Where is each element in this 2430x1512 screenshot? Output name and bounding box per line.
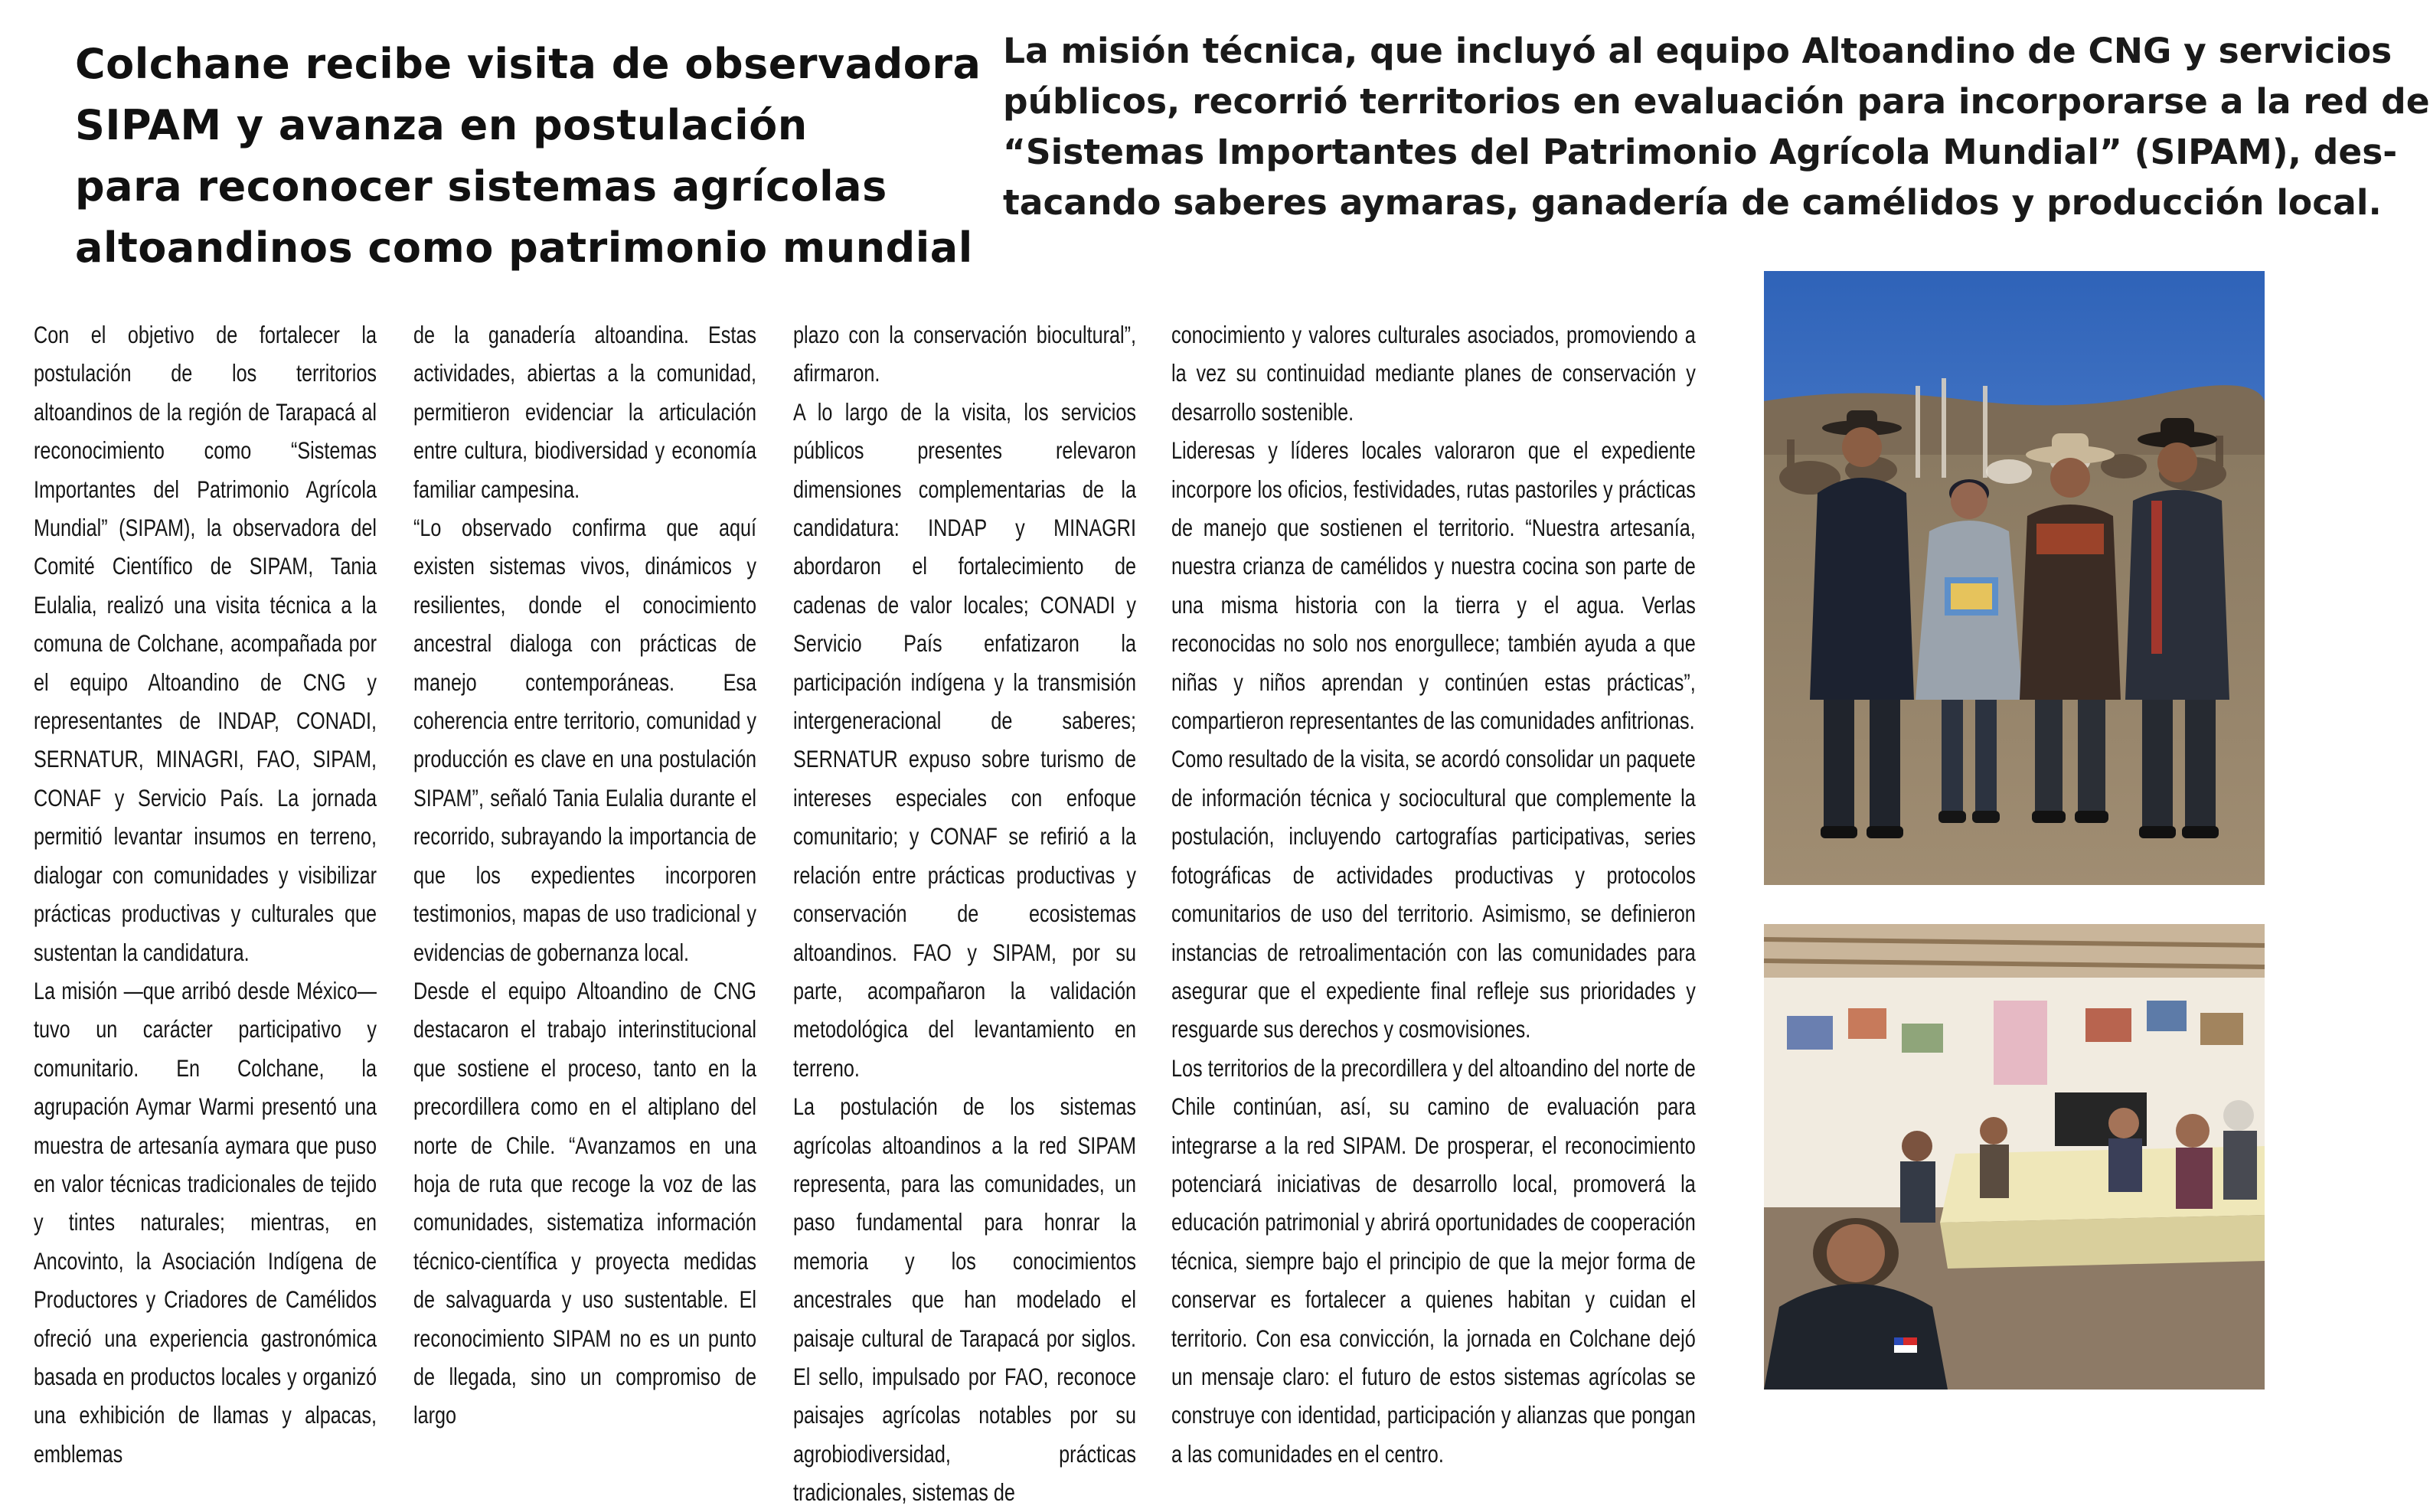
body-paragraph: A lo largo de la visita, los servicios públicos presentes relevaron dimensiones complementarias de la candidatura: INDAP y MINAGRI abordaron el fortalecimiento de cadenas de valor locales; CONADI y Servicio País enfatizaron la participación indígena y la transmisión intergeneracional de saberes; SERNATUR expuso sobre turismo de intereses especiales con enfoque comunitario; y CONAF se refirió a la relación entre prácticas productivas y conservación de ecosistemas altoandinos. FAO y SIPAM, por su parte, acompañaron la validación metodológica del levantamiento en terreno. xyxy=(793,397,1136,1082)
photo-group-portrait xyxy=(1764,271,2265,885)
body-paragraph: La postulación de los sistemas agrícolas altoandinos a la red SIPAM representa, para las comunidades, un paso fundamental para honrar la memoria y los conocimientos ancestrales que han modelado el paisaje cultural de Tarapacá por siglos. El sello, impulsado por FAO, reconoce paisajes agrícolas notables por su agrobiodiversidad, prácticas tradicionales, sistemas de xyxy=(793,1092,1136,1507)
article-column-4 xyxy=(1171,315,1696,1468)
body-paragraph: Como resultado de la visita, se acordó consolidar un paquete de información técnica y sociocultural que complemente la postulación, incluyendo cartografías participativas, series fotográficas de actividades productivas y protocolos comunitarios de uso del territorio. Asimismo, se definieron instancias de retroalimentación con las comunidades para asegurar que el expediente final refleje sus prioridades y resguarde sus derechos y cosmovisiones. xyxy=(1171,745,1696,1043)
body-paragraph: Desde el equipo Altoandino de CNG destacaron el trabajo interinstitucional que sostiene el proceso, tanto en la precordillera como en el altiplano del norte de Chile. “Avanzamos en una hoja de ruta que recoge la voz de las comunidades, sistematiza información técnico-científica y proyecta medidas de salvaguarda y uso sustentable. El reconocimiento SIPAM no es un punto de llegada, sino un compromiso de largo xyxy=(413,976,756,1429)
body-paragraph: conocimiento y valores culturales asociados, promoviendo a la vez su continuidad mediante planes de conservación y desarrollo sostenible. xyxy=(1171,321,1696,426)
article-column-3 xyxy=(793,315,1136,1507)
deck-line: tacando saberes aymaras, ganadería de camélidos y producción local. xyxy=(1003,182,2382,223)
headline-line: SIPAM y avanza en postulación xyxy=(75,101,808,149)
body-paragraph: Los territorios de la precordillera y del altoandino del norte de Chile continúan, así, su camino de evaluación para integrarse a la red SIPAM. De prosperar, el reconocimiento potenciará iniciativas de desarrollo local, promoverá la educación patrimonial y abrirá oportunidades de cooperación técnica, siempre bajo el principio de que la mejor forma de conservar es fortalecer a quienes habitan y cuidan el territorio. Con esa convicción, la jornada en Colchane dejó un mensaje claro: el futuro de estos sistemas agrícolas se construye con identidad, participación y alianzas que pongan a las comunidades en el centro. xyxy=(1171,1053,1696,1468)
headline-line: para reconocer sistemas agrícolas xyxy=(75,162,887,211)
body-paragraph: Lideresas y líderes locales valoraron que el expediente incorpore los oficios, festividades, rutas pastoriles y prácticas de manejo que sostienen el territorio. “Nuestra artesanía, nuestra crianza de camélidos y nuestra cocina son parte de una misma historia con la tierra y el agua. Verlas reconocidas no solo nos enorgullece; también ayuda a que niñas y niños aprendan y continúen estas prácticas”, compartieron representantes de las comunidades anfitrionas. xyxy=(1171,436,1696,735)
deck-line: “Sistemas Importantes del Patrimonio Agrícola Mundial” (SIPAM), des- xyxy=(1003,132,2398,172)
body-paragraph: “Lo observado confirma que aquí existen sistemas vivos, dinámicos y resilientes, donde el conocimiento ancestral dialoga con prácticas de manejo contemporáneas. Esa coherencia entre territorio, comunidad y producción es clave en una postulación SIPAM”, señaló Tania Eulalia durante el recorrido, subrayando la importancia de que los expedientes incorporen testimonios, mapas de uso tradicional y evidencias de gobernanza local. xyxy=(413,514,756,966)
deck-line: públicos, recorrió territorios en evaluación para incorporarse a la red de xyxy=(1003,81,2430,122)
body-paragraph: de la ganadería altoandina. Estas actividades, abiertas a la comunidad, permitieron evidenciar la articulación entre cultura, biodiversidad y economía familiar campesina. xyxy=(413,321,756,503)
body-paragraph: La misión —que arribó desde México— tuvo un carácter participativo y comunitario. En Colchane, la agrupación Aymar Warmi presentó una muestra de artesanía aymara que puso en valor técnicas tradicionales de tejido y tintes naturales; mientras, en Ancovinto, la Asociación Indígena de Productores y Criadores de Camélidos ofreció una experiencia gastronómica basada en productos locales y organizó una exhibición de llamas y alpacas, emblemas xyxy=(34,976,377,1468)
body-paragraph: Con el objetivo de fortalecer la postulación de los territorios altoandinos de la región de Tarapacá al reconocimiento como “Sistemas Importantes del Patrimonio Agrícola Mundial” (SIPAM), la observadora del Comité Científico de SIPAM, Tania Eulalia, realizó una visita técnica a la comuna de Colchane, acompañada por el equipo Altoandino de CNG y representantes de INDAP, CONADI, SERNATUR, MINAGRI, FAO, SIPAM, CONAF y Servicio País. La jornada permitió levantar insumos en terreno, dialogar con comunidades y visibilizar prácticas productivas y culturales que sustentan la candidatura. xyxy=(34,321,377,966)
deck xyxy=(1003,26,2430,228)
article-column-1 xyxy=(34,315,377,1468)
headline-line: Colchane recibe visita de observadora xyxy=(75,40,981,88)
photo-community-meeting xyxy=(1764,924,2265,1390)
deck-line: La misión técnica, que incluyó al equipo Altoandino de CNG y servicios xyxy=(1003,31,2392,71)
body-paragraph: plazo con la conservación biocultural”, afirmaron. xyxy=(793,321,1136,387)
headline-line: altoandinos como patrimonio mundial xyxy=(75,224,973,272)
article-column-2 xyxy=(413,315,756,1429)
headline xyxy=(75,34,994,279)
